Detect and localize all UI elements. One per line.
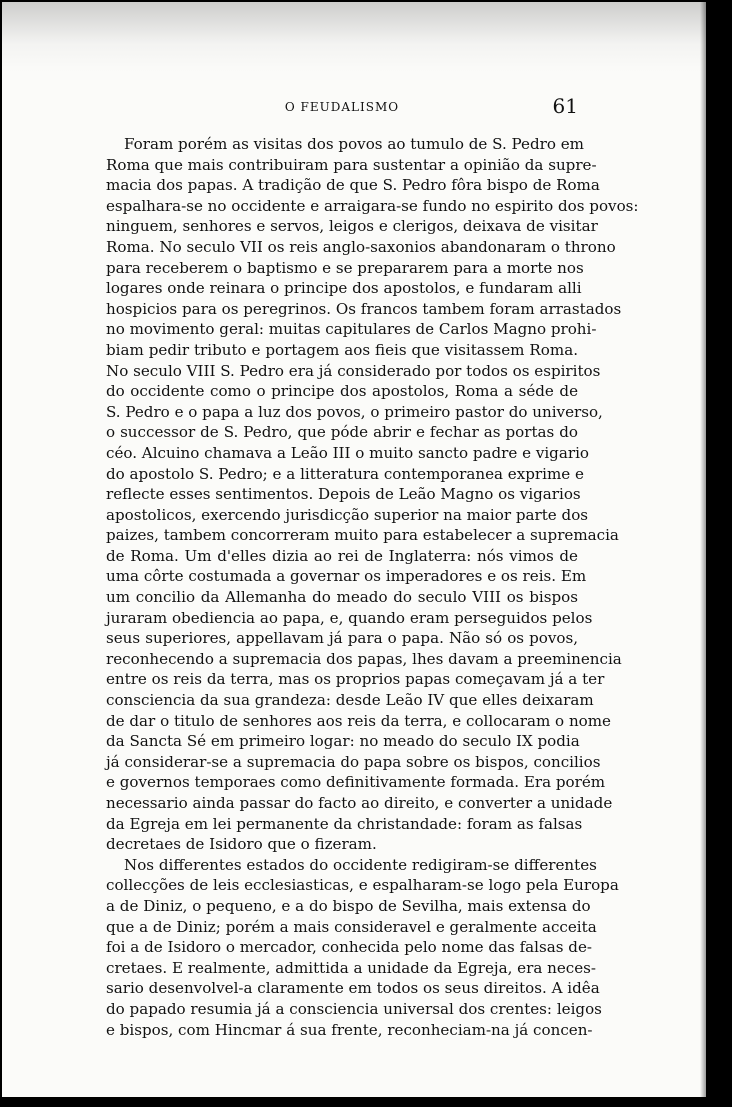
- text-line: de dar o titulo de senhores aos reis da terra, e collocaram o nome: [106, 711, 611, 730]
- text-line: collecções de leis ecclesiasticas, e espalharam-se logo pela Europa: [106, 876, 619, 895]
- text-line: juraram obediencia ao papa, e, quando eram perseguidos pelos: [106, 608, 593, 627]
- text-line: biam pedir tributo e portagem aos fieis que visitassem Roma.: [106, 340, 578, 359]
- running-head: [106, 94, 578, 124]
- text-line: macia dos papas. A tradição de que S. Pedro fôra bispo de Roma: [106, 176, 600, 195]
- text-line: necessario ainda passar do facto ao direito, e converter a unidade: [106, 794, 613, 812]
- text-line: e bispos, com Hincmar á sua frente, reconheciam-na já concen-: [106, 1020, 593, 1039]
- text-line: sario desenvolvel-a claramente em todos os seus direitos. A idêa: [106, 979, 600, 998]
- text-line: Roma. No seculo VII os reis anglo-saxonios abandonaram o throno: [106, 237, 616, 256]
- text-line: e governos temporaes como definitivamente formada. Era porém: [106, 773, 606, 792]
- text-line: consciencia da sua grandeza: desde Leão IV que elles deixaram: [106, 691, 594, 710]
- text-line: uma côrte costumada a governar os imperadores e os reis. Em: [106, 567, 587, 586]
- text-line: no movimento geral: muitas capitulares de Carlos Magno prohi-: [106, 320, 597, 339]
- text-line: da Sancta Sé em primeiro logar: no meado do seculo IX podia: [106, 732, 580, 751]
- text-line: seus superiores, appellavam já para o papa. Não só os povos,: [106, 629, 578, 648]
- text-line: reconhecendo a supremacia dos papas, lhes davam a preeminencia: [106, 649, 622, 668]
- text-line: cretaes. E realmente, admittida a unidade da Egreja, era neces-: [106, 958, 597, 977]
- text-line: já considerar-se a supremacia do papa sobre os bispos, concilios: [106, 752, 601, 771]
- text-line: a de Diniz, o pequeno, e a do bispo de Sevilha, mais extensa do: [106, 896, 591, 915]
- text-line: do papado resumia já a consciencia universal dos crentes: leigos: [106, 999, 602, 1018]
- text-line: logares onde reinara o principe dos apostolos, e fundaram alli: [106, 279, 582, 298]
- text-line: No seculo VIII S. Pedro era já considerado por todos os espiritos: [106, 361, 601, 380]
- page-top-shadow: [2, 2, 706, 72]
- body-text: [106, 134, 639, 1040]
- text-line: do apostolo S. Pedro; e a litteratura contemporanea exprime e: [106, 464, 584, 483]
- text-line: o successor de S. Pedro, que póde abrir e fechar as portas do: [106, 423, 578, 442]
- text-line: Roma que mais contribuiram para sustentar a opinião da supre-: [106, 155, 597, 174]
- paragraph-1: [106, 134, 639, 855]
- text-line: de Roma. Um d'elles dizia ao rei de Inglaterra: nós vimos de: [106, 546, 578, 565]
- text-line: Nos differentes estados do occidente redigiram-se differentes: [124, 855, 597, 874]
- text-line: espalhara-se no occidente e arraigara-se fundo no espirito dos povos:: [106, 196, 639, 215]
- running-title: O FEUDALISMO: [284, 100, 400, 114]
- text-line: Foram porém as visitas dos povos ao tumulo de S. Pedro em: [124, 135, 584, 153]
- text-line: reflecte esses sentimentos. Depois de Leão Magno os vigarios: [106, 485, 581, 504]
- text-line: do occidente como o principe dos apostolos, Roma a séde de: [106, 382, 578, 401]
- page-number: 61: [552, 94, 578, 118]
- text-line: entre os reis da terra, mas os proprios papas começavam já a ter: [106, 670, 605, 689]
- text-line: céo. Alcuino chamava a Leão III o muito sancto padre e vigario: [106, 443, 589, 462]
- text-line: S. Pedro e o papa a luz dos povos, o primeiro pastor do universo,: [106, 402, 603, 421]
- text-line: que a de Diniz; porém a mais consideravel e geralmente acceita: [106, 917, 597, 936]
- text-line: ninguem, senhores e servos, leigos e clerigos, deixava de visitar: [106, 217, 598, 236]
- text-line: para receberem o baptismo e se prepararem para a morte nos: [106, 258, 584, 277]
- page-right-shadow: [700, 2, 706, 1097]
- text-line: paizes, tambem concorreram muito para estabelecer a supremacia: [106, 526, 619, 545]
- text-line: apostolicos, exercendo jurisdicção superior na maior parte dos: [106, 505, 589, 524]
- text-line: decretaes de Isidoro que o fizeram.: [106, 835, 377, 854]
- text-line: da Egreja em lei permanente da christandade: foram as falsas: [106, 814, 583, 833]
- text-line: foi a de Isidoro o mercador, conhecida pelo nome das falsas de-: [106, 938, 592, 957]
- text-line: um concilio da Allemanha do meado do seculo VIII os bispos: [106, 588, 578, 607]
- paragraph-2: [106, 855, 619, 1040]
- text-line: hospicios para os peregrinos. Os francos tambem foram arrastados: [106, 299, 622, 318]
- book-page: [2, 2, 706, 1097]
